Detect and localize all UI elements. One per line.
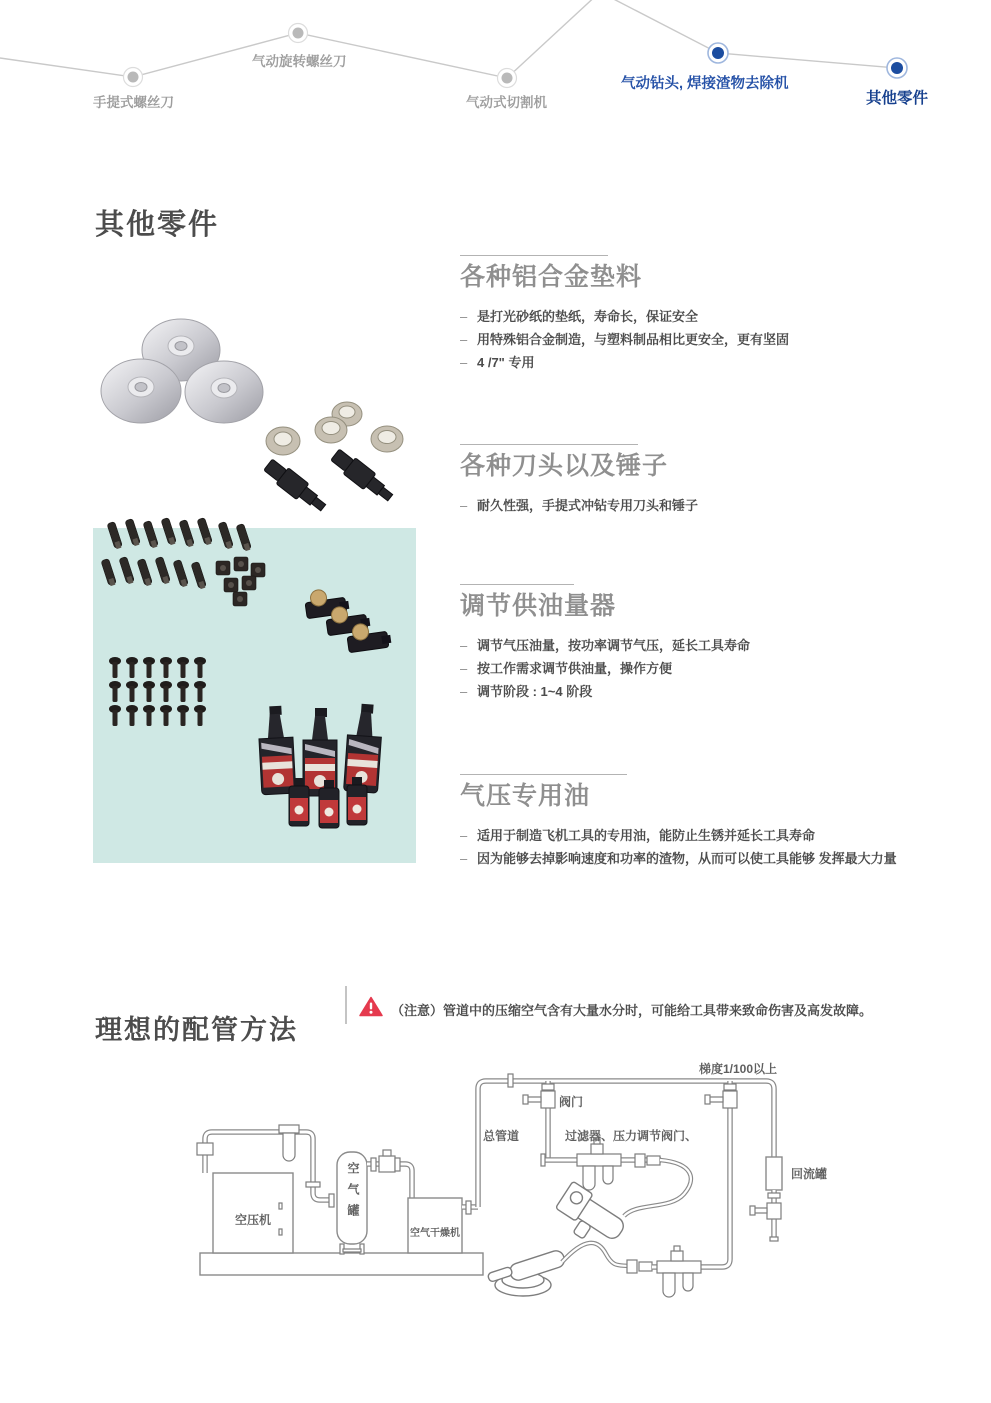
hose-coupler-1: [635, 1154, 660, 1167]
diagram-valve-1: [523, 1084, 555, 1108]
inline-filter: [279, 1125, 299, 1161]
metal-collars: [266, 402, 403, 455]
label-dryer: 空气干燥机: [410, 1228, 460, 1239]
step-node-4-active: [708, 43, 728, 63]
bullet: – 适用于制造飞机工具的专用油，能防止生锈并延长工具寿命: [460, 824, 940, 847]
section-title: 调节供油量器: [460, 592, 617, 620]
bullet: – 调节气压油量，按功率调节气压，延长工具寿命: [460, 634, 940, 657]
diagram-valve-tank: [379, 1150, 400, 1172]
nav-item-pneumatic-cutter[interactable]: 气动式切割机: [466, 95, 547, 110]
piping-warning-text: （注意）管道中的压缩空气含有大量水分时，可能给工具带来致命伤害及高发故障。: [391, 1003, 873, 1018]
diagram-filter-unit-2: [657, 1246, 701, 1297]
section-rule: [460, 774, 627, 775]
step-node-3: [498, 69, 517, 88]
pipe-fitting: [197, 1143, 213, 1155]
step-nav-line-graphic: [0, 0, 991, 132]
aluminum-pads: [101, 319, 263, 423]
label-compressor: 空压机: [235, 1213, 272, 1227]
section-blades-hammers: [460, 444, 940, 517]
page-title: 其他零件: [95, 209, 220, 242]
section-rule: [460, 444, 638, 445]
label-valve: 阀门: [559, 1095, 584, 1109]
spindle-bits: [262, 447, 396, 516]
bullet: – 耐久性强，手提式冲钻专用刀头和锤子: [460, 494, 940, 517]
section-title: 各种铝合金垫料: [460, 263, 643, 291]
bullet: – 调节阶段 : 1~4 阶段: [460, 680, 940, 703]
bullet: – 因为能够去掉影响速度和功率的渣物，从而可以使工具能够 发挥最大力量: [460, 847, 940, 870]
label-air-tank: 空气罐: [346, 1162, 360, 1225]
nav-item-pneumatic-rotary-screwdriver[interactable]: 气动旋转螺丝刀: [252, 54, 347, 69]
bullet: – 按工作需求调节供油量，操作方便: [460, 657, 940, 680]
divider: [345, 986, 347, 1024]
nav-item-other-parts[interactable]: 其他零件: [866, 90, 929, 107]
section-rule: [460, 584, 574, 585]
bullet: – 是打光砂纸的垫纸，寿命长，保证安全: [460, 305, 940, 328]
bullet: – 4 /7" 专用: [460, 351, 940, 374]
pipe-flange: [371, 1158, 376, 1171]
diagram-valve-2: [705, 1084, 737, 1108]
diagram-valve-3: [750, 1203, 781, 1219]
section-rule: [460, 255, 608, 256]
step-node-2: [289, 24, 308, 43]
pipe-joint: [508, 1074, 513, 1087]
hose-coupler-2: [627, 1260, 652, 1273]
diagram-return-tank: [766, 1157, 782, 1190]
warning-icon: [359, 996, 383, 1017]
product-photo: [93, 302, 416, 863]
label-main-pipe: 总管道: [483, 1129, 520, 1143]
diagram-grinder: [487, 1249, 566, 1296]
piping-diagram: [165, 1055, 865, 1355]
pipe-flange: [466, 1201, 471, 1214]
section-pneumatic-oil: [460, 774, 940, 870]
nav-item-handheld-screwdriver[interactable]: 手提式螺丝刀: [93, 95, 174, 110]
nav-item-drill-bits-slag-remover[interactable]: 气动钻头, 焊接渣物去除机: [621, 76, 789, 92]
pipe-flange: [329, 1194, 334, 1207]
pipe-joint: [541, 1154, 545, 1166]
section-aluminum-pads: [460, 255, 940, 374]
piping-diagram-graphic: [165, 1055, 865, 1355]
section-title: 气压专用油: [460, 782, 591, 810]
label-filter-regulator: 过滤器、压力调节阀门、: [565, 1129, 698, 1143]
diagram-base-platform: [200, 1253, 483, 1275]
pipe-end-cap: [770, 1237, 778, 1241]
bullet: – 用特殊铝合金制造，与塑料制品相比更安全，更有坚固: [460, 328, 940, 351]
section-title: 各种刀头以及锤子: [460, 452, 669, 480]
label-return-tank: 回流罐: [791, 1167, 828, 1181]
piping-title: 理想的配管方法: [95, 1015, 298, 1046]
diagram-filter-unit-1: [577, 1139, 621, 1190]
step-node-1: [124, 68, 143, 87]
label-gradient: 梯度1/100以上: [699, 1062, 778, 1076]
pipe-flange: [306, 1182, 320, 1187]
step-node-5-current: [887, 58, 907, 78]
section-oil-regulator: [460, 584, 940, 703]
pipe-flange: [768, 1193, 780, 1198]
